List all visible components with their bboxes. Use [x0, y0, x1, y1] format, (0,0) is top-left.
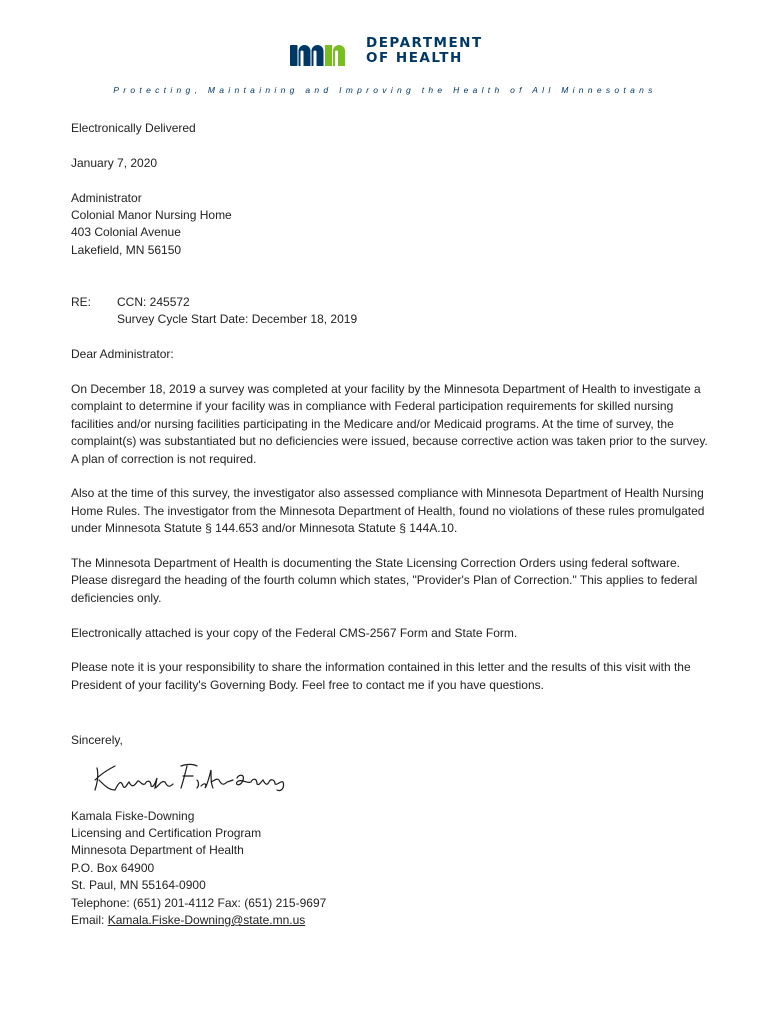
- sender-phone-fax: Telephone: (651) 201-4112 Fax: (651) 215-9697: [71, 895, 327, 910]
- signature-icon: [89, 756, 289, 798]
- recipient-city: Lakefield, MN 56150: [71, 242, 182, 257]
- handwritten-signature: [89, 756, 711, 798]
- recipient-title: Administrator: [71, 190, 142, 205]
- recipient-street: 403 Colonial Avenue: [71, 225, 181, 240]
- sender-org: Minnesota Department of Health: [71, 843, 244, 858]
- delivery-method: Electronically Delivered: [71, 121, 196, 135]
- sender-program: Licensing and Certification Program: [71, 826, 262, 841]
- email-label: Email:: [71, 913, 108, 928]
- mdh-logo: [290, 35, 483, 67]
- letter-body: [71, 120, 711, 930]
- sender-block: [71, 808, 711, 930]
- paragraph-state-rules: Also at the time of this survey, the investigator also assessed compliance with Minnesota Department of Health Nursing Home Rules. The investigator from the Minnesota Department of Health, found no violations of these rules promulgated under Minnesota Statute § 144.653 and/or Minnesota Statute § 144A.10.: [71, 486, 705, 536]
- re-ccn: CCN: 245572: [117, 295, 190, 310]
- letterhead-tagline: Protecting, Maintaining and Improving the Health of All Minnesotans: [113, 85, 657, 95]
- department-name-line2: OF HEALTH: [366, 50, 463, 66]
- letter-date: January 7, 2020: [71, 155, 158, 170]
- mn-logo-icon: [290, 36, 356, 66]
- recipient-address: [71, 190, 711, 260]
- sender-email-line: [71, 912, 711, 929]
- re-label: RE:: [71, 295, 92, 310]
- department-name: [366, 36, 483, 66]
- recipient-facility: Colonial Manor Nursing Home: [71, 208, 232, 222]
- re-survey-date: Survey Cycle Start Date: December 18, 2019: [117, 312, 358, 327]
- paragraph-survey-result: On December 18, 2019 a survey was completed at your facility by the Minnesota Department of Health to investigate a complaint to determine if your facility was in compliance with Federal participation requirements for skilled nursing facilities and/or nursing facilities participating in the Medicare and/or Medicaid programs. At the time of survey, the complaint(s) was substantiated but no deficiencies were issued, because corrective action was taken prior to the survey. A plan of correction is not required.: [71, 382, 708, 466]
- paragraph-software-note: The Minnesota Department of Health is documenting the State Licensing Correction Orders using federal software. Please disregard the heading of the fourth column which states, "Provider's Plan of Correction." This applies to federal deficiencies only.: [71, 556, 698, 605]
- sender-po-box: P.O. Box 64900: [71, 860, 155, 875]
- department-name-line1: DEPARTMENT: [366, 35, 483, 51]
- paragraph-attachments: Electronically attached is your copy of the Federal CMS-2567 Form and State Form.: [71, 625, 518, 640]
- re-block: [71, 294, 711, 329]
- email-link[interactable]: Kamala.Fiske-Downing@state.mn.us: [107, 913, 306, 928]
- paragraph-responsibility: Please note it is your responsibility to share the information contained in this letter and the results of this visit with the President of your facility's Governing Body. Feel free to contact me if you have questions.: [71, 660, 691, 692]
- sender-city: St. Paul, MN 55164-0900: [71, 878, 206, 893]
- salutation: Dear Administrator:: [71, 347, 174, 362]
- sender-name: Kamala Fiske-Downing: [71, 808, 195, 823]
- closing: Sincerely,: [71, 733, 123, 748]
